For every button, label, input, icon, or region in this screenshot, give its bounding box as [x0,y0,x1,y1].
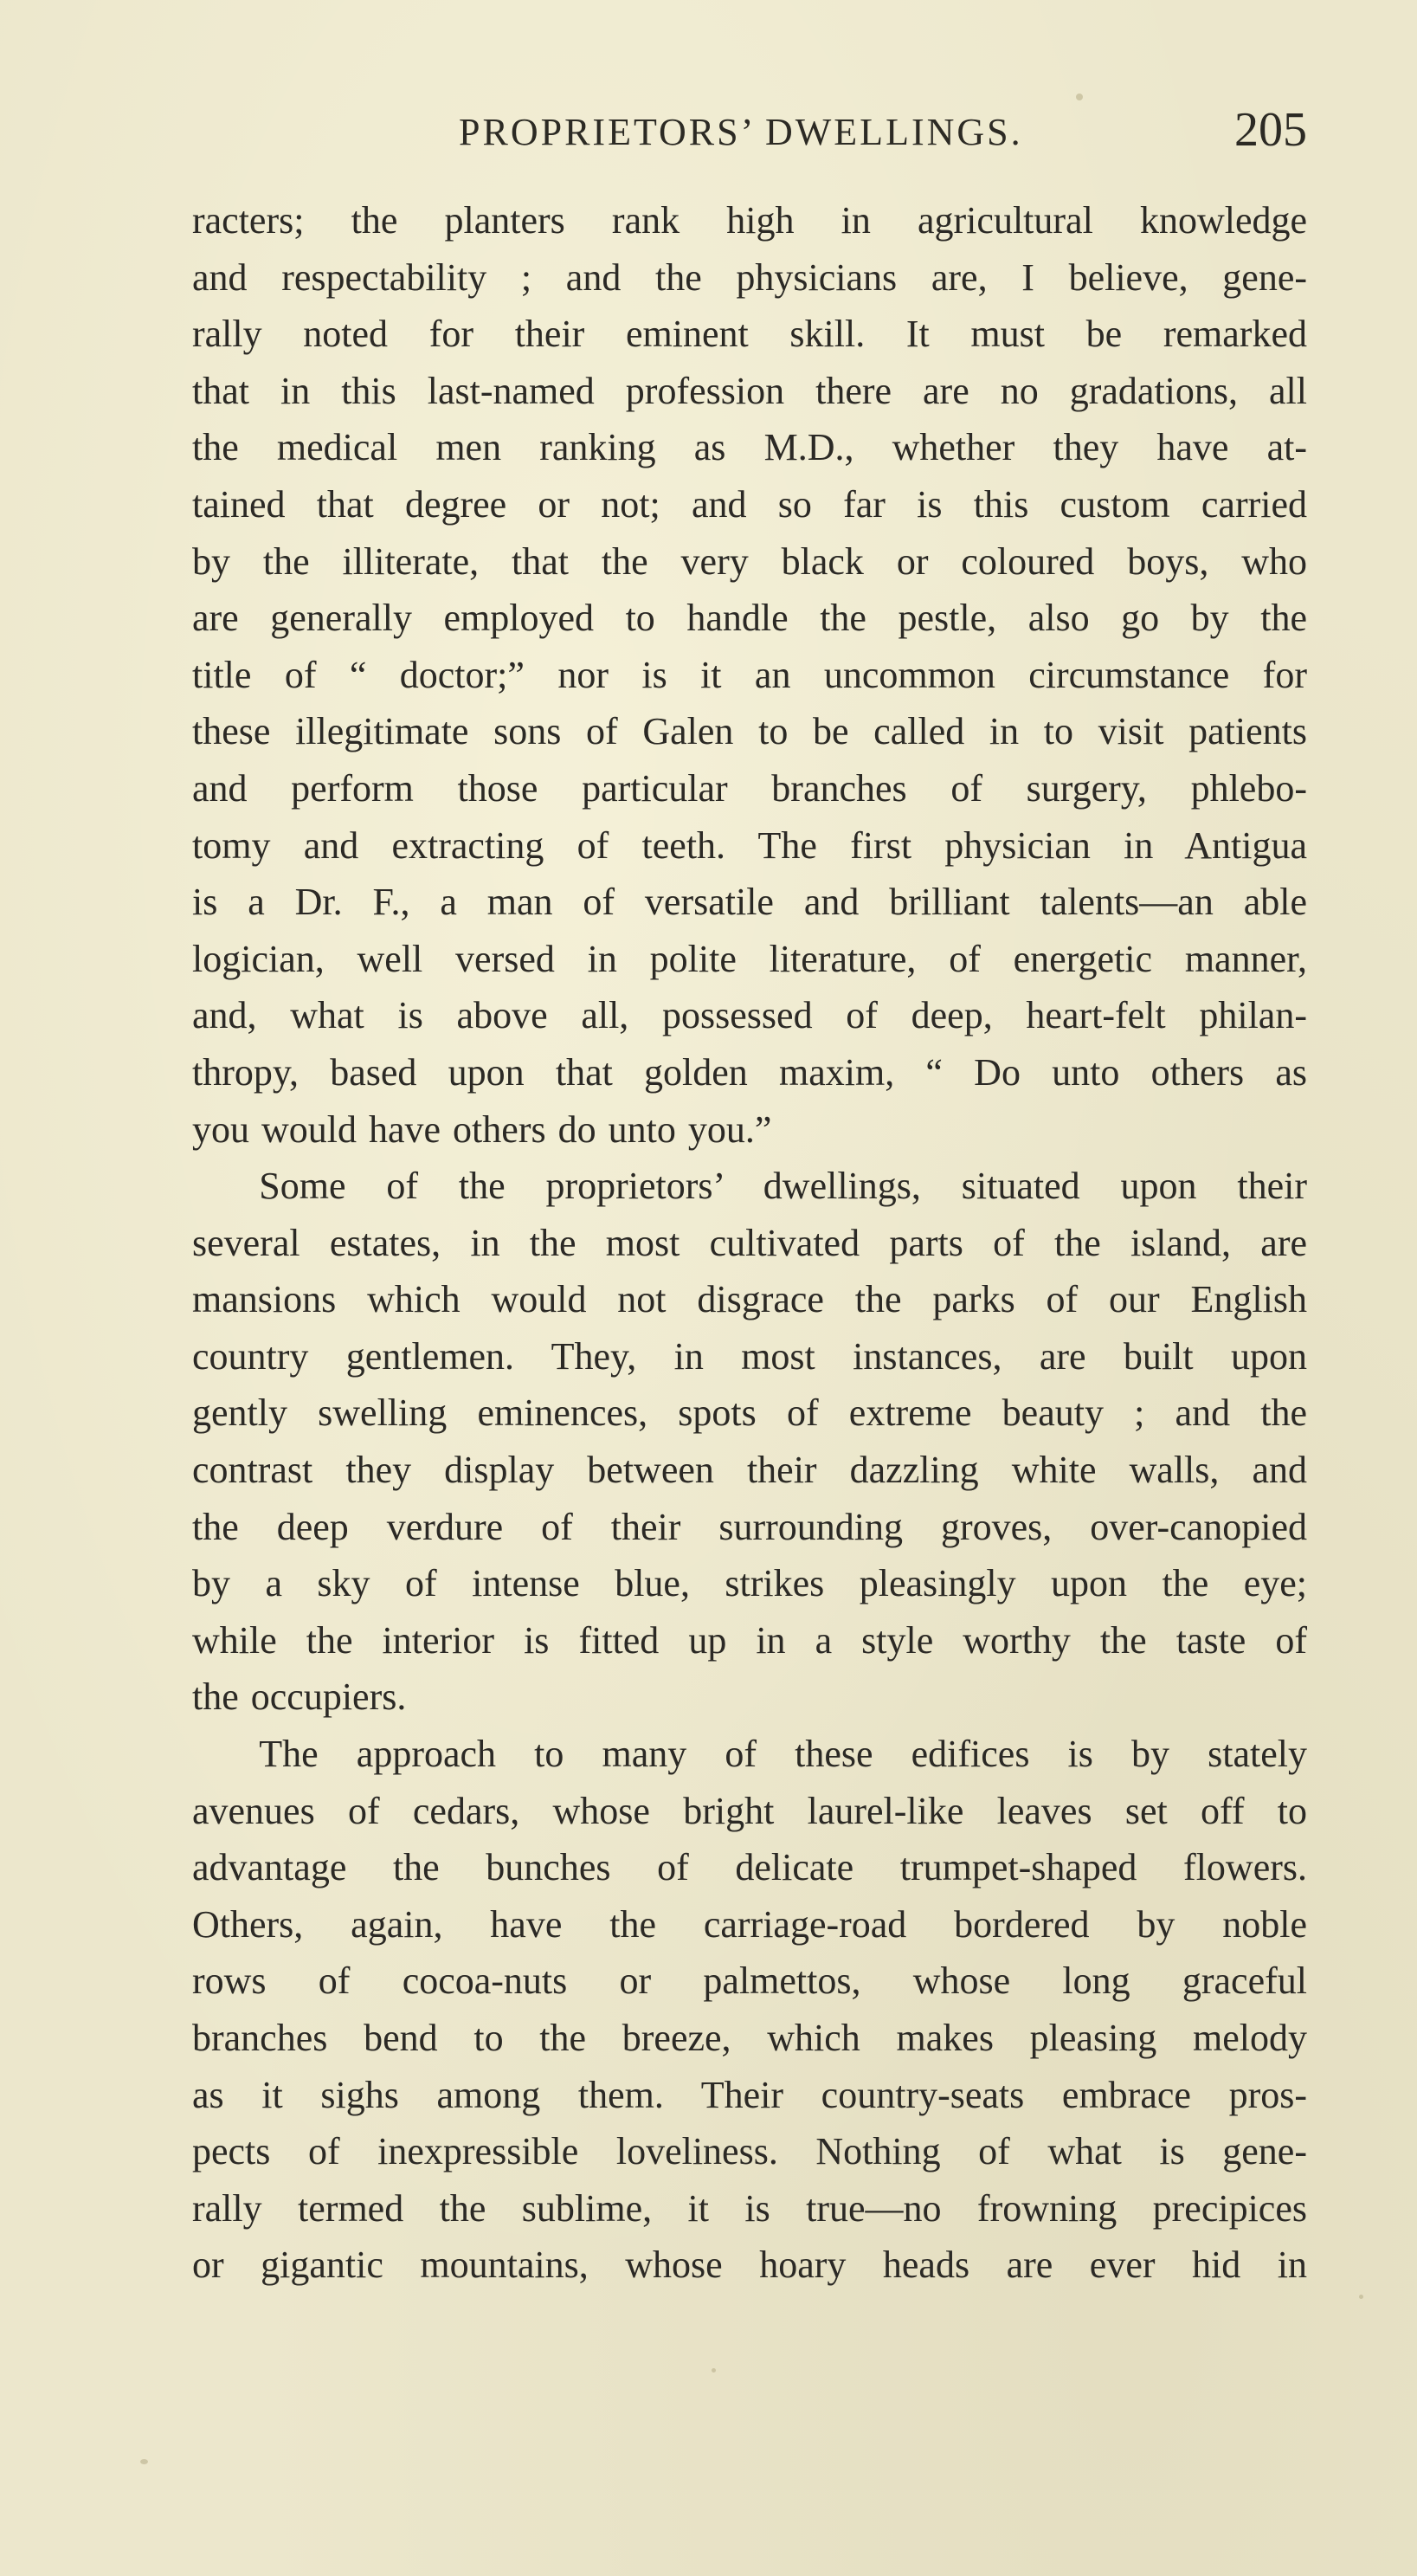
text-line: logician, well versed in polite literature, of energetic manner, [192,937,1307,980]
text-line: avenues of cedars, whose bright laurel-like leaves set off to [192,1789,1307,1832]
text-line: the deep verdure of their surrounding groves, over-canopied [192,1505,1307,1548]
text-line: that in this last-named profession there are no gradations, all [192,369,1307,412]
paper-speck [1359,2295,1363,2299]
text-line: Some of the proprietors’ dwellings, situated upon their [259,1165,1307,1208]
text-line: by a sky of intense blue, strikes pleasingly upon the eye; [192,1562,1307,1605]
body-text [192,192,1307,2294]
text-line: and, what is above all, possessed of deep, heart-felt philan- [192,994,1307,1037]
text-line: title of “ doctor;” nor is it an uncommon circumstance for [192,653,1307,696]
paragraph-end-line: the occupiers. [192,1675,407,1719]
text-line: country gentlemen. They, in most instances, are built upon [192,1334,1307,1378]
paper-speck [1076,94,1083,100]
paper-speck [140,2459,148,2464]
text-line: branches bend to the breeze, which makes pleasing melody [192,2017,1307,2059]
text-line: the medical men ranking as M.D., whether they have at- [192,426,1307,469]
text-line: rally noted for their eminent skill. It must be remarked [192,313,1307,356]
paragraph-start-line [192,1158,1307,1215]
text-line: are generally employed to handle the pestle, also go by the [192,597,1307,640]
text-line: while the interior is fitted up in a style worthy the taste of [192,1618,1307,1662]
text-line: advantage the bunches of delicate trumpet-shaped flowers. [192,1846,1307,1889]
paragraph-end-line: you would have others do unto you.” [192,1107,772,1151]
text-line: rows of cocoa-nuts or palmettos, whose long graceful [192,1959,1307,2003]
running-title: PROPRIETORS’ DWELLINGS. [459,111,1023,153]
text-line: pects of inexpressible loveliness. Nothing of what is gene- [192,2130,1307,2173]
text-line: racters; the planters rank high in agricultural knowledge [192,199,1307,242]
text-line: contrast they display between their dazzling white walls, and [192,1449,1307,1492]
text-line: is a Dr. F., a man of versatile and brilliant talents—an able [192,881,1307,924]
page-header [190,102,1307,163]
text-line: gently swelling eminences, spots of extreme beauty ; and the [192,1391,1307,1435]
text-line: thropy, based upon that golden maxim, “ Do unto others as [192,1050,1307,1094]
text-line: these illegitimate sons of Galen to be called in to visit patients [192,710,1307,753]
paper-speck [712,2368,716,2373]
text-line: Others, again, have the carriage-road bordered by noble [192,1902,1307,1946]
text-line: tomy and extracting of teeth. The first physician in Antigua [192,823,1307,867]
text-line: and perform those particular branches of surgery, phlebo- [192,766,1307,810]
text-line: as it sighs among them. Their country-seats embrace pros- [192,2073,1307,2116]
text-line: mansions which would not disgrace the parks of our English [192,1278,1307,1321]
text-line: The approach to many of these edifices is by stately [259,1733,1307,1776]
text-line: by the illiterate, that the very black or coloured boys, who [192,539,1307,583]
paragraph-start-line [192,1726,1307,1783]
text-line: several estates, in the most cultivated parts of the island, are [192,1221,1307,1264]
page-number: 205 [1234,103,1307,157]
text-line: tained that degree or not; and so far is this custom carried [192,482,1307,526]
text-line: or gigantic mountains, whose hoary heads are ever hid in [192,2244,1307,2287]
text-line: rally termed the sublime, it is true—no frowning precipices [192,2186,1307,2230]
text-line: and respectability ; and the physicians are, I believe, gene- [192,255,1307,299]
